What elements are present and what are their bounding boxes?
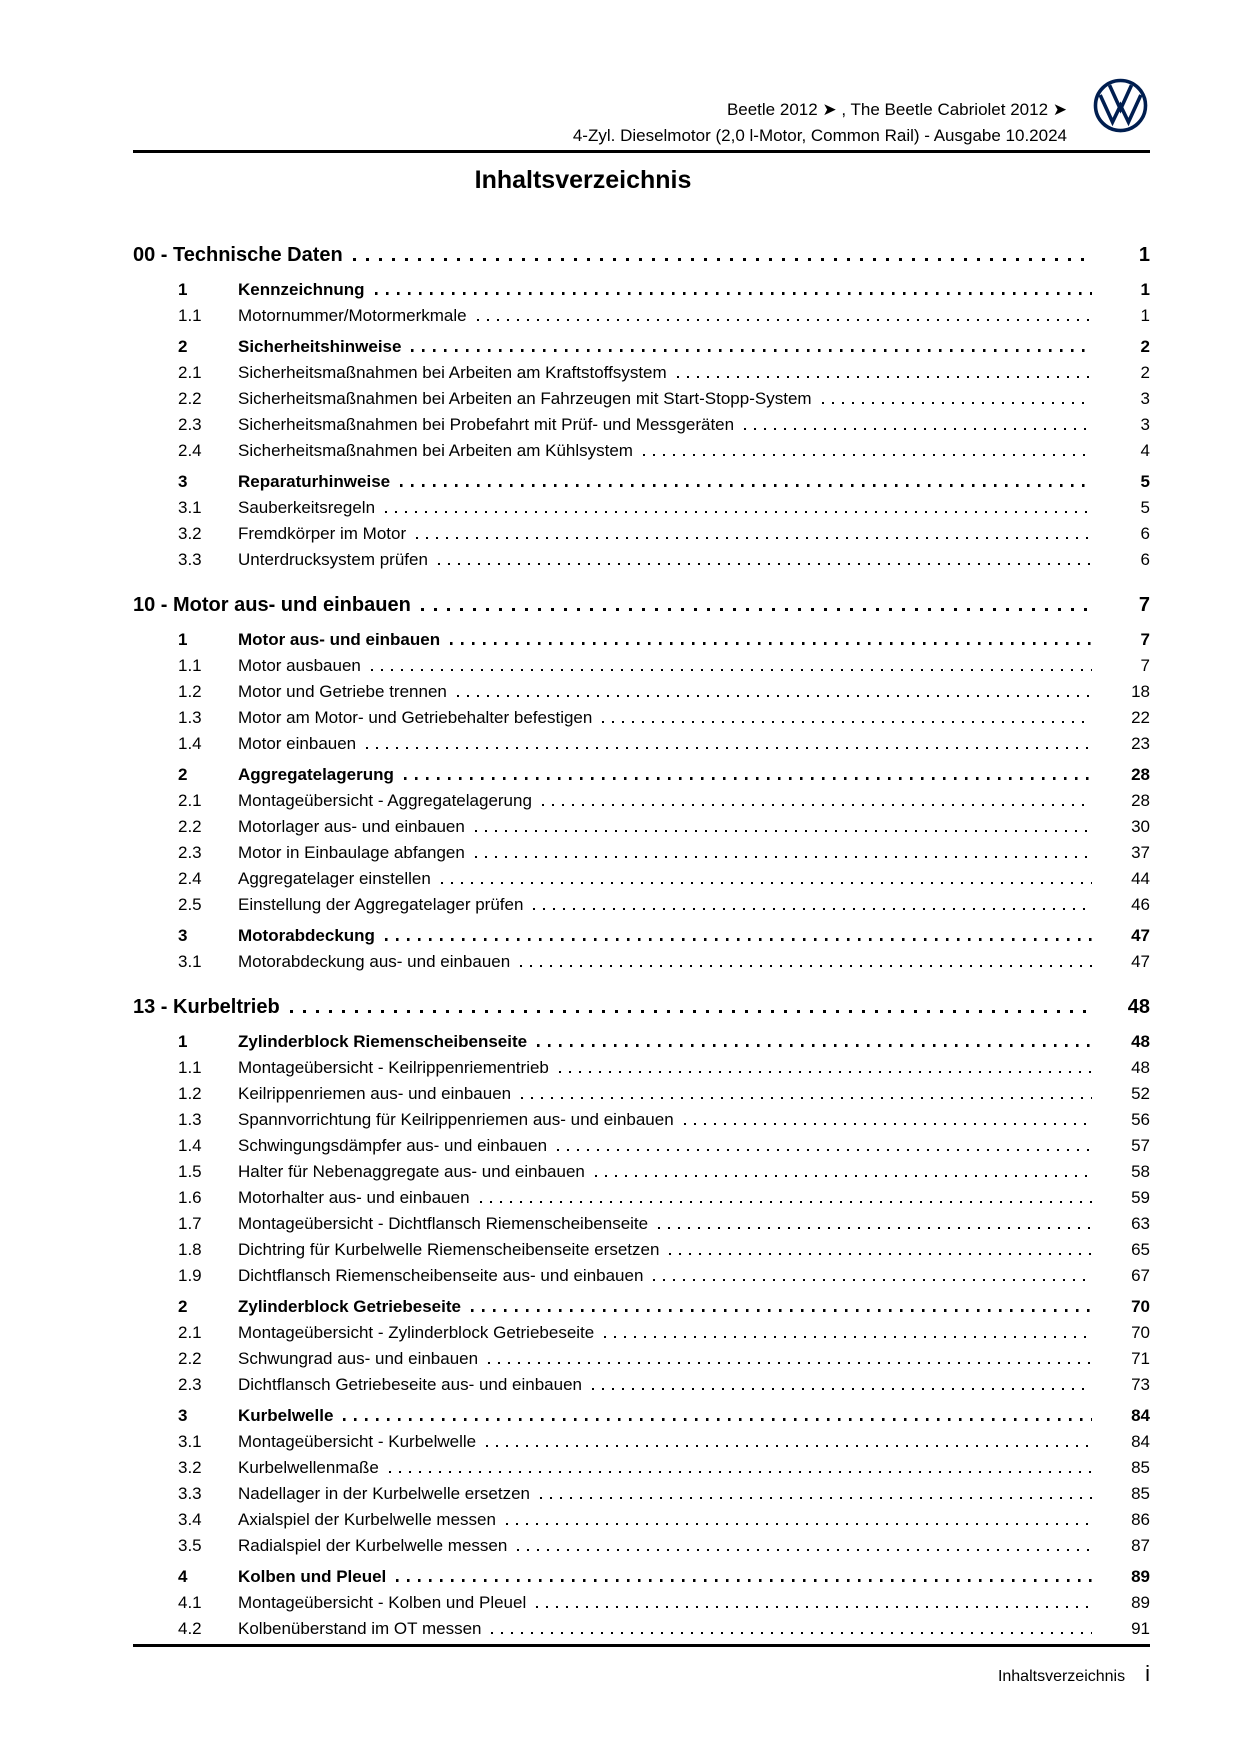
toc-entry-title: Reparaturhinweise [238,472,391,491]
dot-leader [506,1523,1092,1525]
toc-entry-title: Motor am Motor- und Getriebehalter befestigen [238,708,593,727]
toc-section-page-number: 7 [1138,594,1150,616]
toc-entry-number: 1 [178,630,188,649]
toc-entry-page-number: 37 [1131,843,1150,862]
toc-entry-page-number: 6 [1140,524,1150,543]
toc-section-page-number: 1 [1138,244,1150,266]
toc-entry-title: Sicherheitsmaßnahmen bei Arbeiten am Kraftstoffsystem [238,363,667,382]
dot-leader [471,1309,1092,1312]
toc-entry-page-number: 46 [1131,895,1150,914]
toc-entry-title: Sauberkeitsregeln [238,498,376,517]
toc-entry[interactable] [178,360,1150,386]
toc-entry-title: Motorabdeckung aus- und einbauen [238,952,511,971]
toc-entry-number: 3.1 [178,498,202,517]
toc-entry-title: Motor einbauen [238,734,357,753]
toc-entry-title: Spannvorrichtung für Keilrippenriemen aus- und einbauen [238,1110,674,1129]
toc-entry-title: Kolbenüberstand im OT messen [238,1619,482,1638]
header-line-models: Beetle 2012 ➤ , The Beetle Cabriolet 2012 ➤ [726,100,1067,119]
toc-entry-page-number: 28 [1131,791,1150,810]
toc-entry[interactable] [178,892,1150,918]
dot-leader [602,721,1092,723]
toc-entry-page-number: 4 [1140,441,1150,460]
toc-section-entries [133,277,1150,573]
toc-entry-number: 3.1 [178,1432,202,1451]
toc-entry-number: 1.4 [178,734,202,753]
toc-entry-number: 4.1 [178,1593,202,1612]
toc-entry-number: 3.4 [178,1510,202,1529]
toc-entry-title: Motorlager aus- und einbauen [238,817,465,836]
toc-entry[interactable] [178,303,1150,329]
dot-leader [480,1201,1092,1203]
dot-leader [477,319,1092,321]
toc-section-heading[interactable] [133,993,1150,1021]
toc-entry-page-number: 86 [1131,1510,1150,1529]
toc-section [133,241,1150,573]
toc-entry[interactable] [178,277,1150,303]
dot-leader [457,695,1092,697]
toc-entry-title: Axialspiel der Kurbelwelle messen [238,1510,496,1529]
toc-entry-title: Sicherheitsmaßnahmen bei Arbeiten am Kühlsystem [238,441,633,460]
toc-entry-page-number: 89 [1131,1593,1150,1612]
dot-leader [353,258,1092,261]
toc-section-heading[interactable] [133,591,1150,619]
toc-entry-number: 1.2 [178,682,202,701]
dot-leader [389,1471,1092,1473]
toc-entry-number: 2.1 [178,791,202,810]
toc-entry[interactable] [178,1564,1150,1590]
toc-entry[interactable] [178,1029,1150,1055]
toc-section-entries [133,627,1150,975]
toc-entry-number: 2.1 [178,1323,202,1342]
toc-entry[interactable] [178,1346,1150,1372]
toc-entry-page-number: 47 [1131,952,1150,971]
dot-leader [371,669,1092,671]
toc-entry-title: Unterdrucksystem prüfen [238,550,428,569]
toc-entry-title: Sicherheitsmaßnahmen bei Arbeiten an Fahrzeugen mit Start-Stopp-System [238,389,812,408]
dot-leader [540,1497,1092,1499]
toc-entry-title: Motornummer/Motormerkmale [238,306,467,325]
dot-leader [441,882,1092,884]
toc-entry-page-number: 65 [1131,1240,1150,1259]
dot-leader [475,830,1092,832]
dot-leader [669,1253,1092,1255]
dot-leader [375,292,1092,295]
toc-entry-title: Motorabdeckung [238,926,375,945]
toc-entry-number: 1.1 [178,656,202,675]
dot-leader [421,608,1092,611]
toc-entry[interactable] [178,521,1150,547]
toc-entry-number: 1 [178,1032,188,1051]
toc-entry-title: Montageübersicht - Dichtflansch Riemenscheibenseite [238,1214,649,1233]
toc-entry-page-number: 23 [1131,734,1150,753]
toc-entry-number: 2 [178,1297,188,1316]
toc-entry[interactable] [178,1429,1150,1455]
toc-entry[interactable] [178,1159,1150,1185]
toc-entry-title: Kolben und Pleuel [238,1567,387,1586]
dot-leader [744,428,1092,430]
toc-entry-title: Montageübersicht - Kolben und Pleuel [238,1593,527,1612]
toc-entry-number: 1.8 [178,1240,202,1259]
toc-entry-title: Sicherheitshinweise [238,337,402,356]
toc-entry-number: 1 [178,280,188,299]
toc-entry[interactable] [178,788,1150,814]
toc-entry-page-number: 87 [1131,1536,1150,1555]
toc-entry[interactable] [178,1133,1150,1159]
toc-section-heading[interactable] [133,241,1150,269]
dot-leader [557,1149,1092,1151]
toc-entry-page-number: 71 [1131,1349,1150,1368]
toc-entry-number: 3 [178,926,188,945]
toc-entry[interactable] [178,1533,1150,1559]
toc-entry-page-number: 85 [1131,1458,1150,1477]
dot-leader [517,1549,1092,1551]
dot-leader [595,1175,1092,1177]
dot-leader [536,1606,1092,1608]
toc-entry[interactable] [178,731,1150,757]
toc-entry-number: 3.3 [178,550,202,569]
toc-entry[interactable] [178,1320,1150,1346]
dot-leader [385,938,1092,941]
toc-entry-page-number: 30 [1131,817,1150,836]
toc-entry-page-number: 44 [1131,869,1150,888]
toc-entry[interactable] [178,1185,1150,1211]
dot-leader [385,511,1092,513]
toc-entry-number: 2.3 [178,1375,202,1394]
dot-leader [542,804,1092,806]
toc-entry-number: 3.2 [178,524,202,543]
toc-entry-number: 1.1 [178,306,202,325]
toc-entry-title: Aggregatelager einstellen [238,869,431,888]
toc-entry-title: Kennzeichnung [238,280,365,299]
dot-leader [533,908,1092,910]
toc-entry-number: 2 [178,765,188,784]
toc-entry-title: Fremdkörper im Motor [238,524,407,543]
toc-entry-title: Motor in Einbaulage abfangen [238,843,465,862]
toc-entry-number: 3 [178,1406,188,1425]
toc-entry[interactable] [178,495,1150,521]
toc-entry-page-number: 7 [1140,656,1150,675]
toc-entry-page-number: 59 [1131,1188,1150,1207]
toc-entry-page-number: 85 [1131,1484,1150,1503]
dot-leader [658,1227,1092,1229]
toc-entry-title: Dichtflansch Riemenscheibenseite aus- und einbauen [238,1266,644,1285]
toc-entry-page-number: 7 [1140,630,1150,649]
toc-entry[interactable] [178,1455,1150,1481]
dot-leader [520,965,1092,967]
toc-entry-number: 2.3 [178,415,202,434]
page-title: Inhaltsverzeichnis [474,166,692,194]
dot-leader [438,563,1092,565]
toc-entry-number: 3.1 [178,952,202,971]
dot-leader [404,777,1092,780]
toc-entry-number: 1.4 [178,1136,202,1155]
dot-leader [521,1097,1092,1099]
toc-entry-page-number: 73 [1131,1375,1150,1394]
toc-entry[interactable] [178,469,1150,495]
toc-section-label: 13 - Kurbeltrieb [133,996,280,1018]
toc-entry[interactable] [178,627,1150,653]
toc-entry-title: Motor ausbauen [238,656,361,675]
toc-entry[interactable] [178,1081,1150,1107]
toc-entry[interactable] [178,923,1150,949]
toc-entry-page-number: 52 [1131,1084,1150,1103]
dot-leader [475,856,1092,858]
toc-entry-number: 3.2 [178,1458,202,1477]
toc-entry-page-number: 6 [1140,550,1150,569]
toc-entry[interactable] [178,949,1150,975]
toc-entry-page-number: 18 [1131,682,1150,701]
toc-entry-title: Halter für Nebenaggregate aus- und einbauen [238,1162,585,1181]
dot-leader [366,747,1092,749]
toc-entry[interactable] [178,1403,1150,1429]
toc-entry[interactable] [178,1055,1150,1081]
toc-entry-page-number: 5 [1140,472,1150,491]
toc-section-page-number: 48 [1127,996,1150,1018]
toc-entry[interactable] [178,1237,1150,1263]
toc-entry-number: 2 [178,337,188,356]
toc-entry-title: Kurbelwelle [238,1406,334,1425]
toc-entry-title: Montageübersicht - Zylinderblock Getriebeseite [238,1323,595,1342]
toc-entry-page-number: 58 [1131,1162,1150,1181]
toc-entry-page-number: 89 [1131,1567,1150,1586]
toc-entry-number: 4.2 [178,1619,202,1638]
dot-leader [677,376,1092,378]
dot-leader [822,402,1092,404]
toc-entry-page-number: 84 [1131,1432,1150,1451]
dot-leader [559,1071,1092,1073]
toc-entry[interactable] [178,334,1150,360]
toc-entry-number: 3.5 [178,1536,202,1555]
toc-entry-number: 2.3 [178,843,202,862]
toc-entry-page-number: 2 [1140,363,1150,382]
toc-entry-title: Schwingungsdämpfer aus- und einbauen [238,1136,548,1155]
toc-entry-title: Einstellung der Aggregatelager prüfen [238,895,524,914]
toc-entry[interactable] [178,840,1150,866]
dot-leader [684,1123,1092,1125]
toc-entry-number: 3 [178,472,188,491]
toc-entry-title: Montageübersicht - Keilrippenriementrieb [238,1058,549,1077]
dot-leader [411,349,1092,352]
toc-entry-page-number: 63 [1131,1214,1150,1233]
toc-entry[interactable] [178,1107,1150,1133]
dot-leader [400,484,1092,487]
toc-entry-page-number: 3 [1140,389,1150,408]
toc-entry-page-number: 28 [1131,765,1150,784]
toc-entry-number: 3.3 [178,1484,202,1503]
toc-entry-title: Keilrippenriemen aus- und einbauen [238,1084,512,1103]
table-of-contents [133,241,1150,1642]
toc-entry-page-number: 48 [1131,1032,1150,1051]
toc-entry-title: Sicherheitsmaßnahmen bei Probefahrt mit Prüf- und Messgeräten [238,415,735,434]
header-line-engine: 4-Zyl. Dieselmotor (2,0 l-Motor, Common Rail) - Ausgabe 10.2024 [572,126,1067,145]
toc-entry-title: Zylinderblock Getriebeseite [238,1297,461,1316]
toc-entry-number: 1.5 [178,1162,202,1181]
toc-entry-title: Nadellager in der Kurbelwelle ersetzen [238,1484,530,1503]
dot-leader [491,1632,1092,1634]
toc-entry-number: 1.6 [178,1188,202,1207]
dot-leader [488,1362,1092,1364]
toc-entry-page-number: 91 [1131,1619,1150,1638]
toc-entry-number: 1.3 [178,1110,202,1129]
toc-entry-page-number: 48 [1131,1058,1150,1077]
toc-section-entries [133,1029,1150,1642]
toc-section [133,993,1150,1642]
toc-entry[interactable] [178,1590,1150,1616]
dot-leader [643,454,1092,456]
footer-section-label: Inhaltsverzeichnis [997,1668,1126,1685]
toc-entry-page-number: 1 [1140,280,1150,299]
toc-entry-page-number: 47 [1131,926,1150,945]
toc-entry[interactable] [178,705,1150,731]
toc-entry-title: Aggregatelagerung [238,765,394,784]
toc-entry[interactable] [178,762,1150,788]
toc-section [133,591,1150,975]
toc-entry-page-number: 5 [1140,498,1150,517]
toc-entry-title: Motor aus- und einbauen [238,630,441,649]
toc-entry[interactable] [178,679,1150,705]
toc-entry-title: Kurbelwellenmaße [238,1458,379,1477]
toc-entry-number: 2.1 [178,363,202,382]
toc-section-label: 10 - Motor aus- und einbauen [133,594,411,616]
toc-entry-number: 2.2 [178,1349,202,1368]
toc-entry[interactable] [178,1507,1150,1533]
header-divider [133,150,1150,153]
toc-entry[interactable] [178,1294,1150,1320]
toc-entry-number: 1.1 [178,1058,202,1077]
dot-leader [343,1418,1092,1421]
toc-entry[interactable] [178,866,1150,892]
toc-entry-number: 1.9 [178,1266,202,1285]
toc-entry[interactable] [178,1263,1150,1289]
toc-entry-title: Montageübersicht - Kurbelwelle [238,1432,477,1451]
toc-entry-number: 4 [178,1567,188,1586]
toc-entry[interactable] [178,547,1150,573]
page-footer [133,1644,1150,1687]
dot-leader [653,1279,1092,1281]
toc-entry-page-number: 84 [1131,1406,1150,1425]
toc-entry[interactable] [178,412,1150,438]
toc-entry[interactable] [178,438,1150,464]
footer-page-number: i [1145,1661,1150,1686]
dot-leader [604,1336,1092,1338]
toc-entry-number: 2.2 [178,817,202,836]
toc-entry-title: Dichtflansch Getriebeseite aus- und einbauen [238,1375,582,1394]
toc-entry-number: 2.2 [178,389,202,408]
toc-entry-page-number: 2 [1140,337,1150,356]
toc-entry-page-number: 57 [1131,1136,1150,1155]
toc-entry[interactable] [178,1616,1150,1642]
toc-entry-page-number: 70 [1131,1323,1150,1342]
toc-entry[interactable] [178,386,1150,412]
toc-entry[interactable] [178,1481,1150,1507]
dot-leader [592,1388,1092,1390]
toc-entry-title: Radialspiel der Kurbelwelle messen [238,1536,508,1555]
toc-entry-page-number: 22 [1131,708,1150,727]
toc-entry-title: Dichtring für Kurbelwelle Riemenscheibenseite ersetzen [238,1240,660,1259]
toc-entry[interactable] [178,653,1150,679]
toc-entry-title: Motorhalter aus- und einbauen [238,1188,470,1207]
toc-entry-number: 2.5 [178,895,202,914]
dot-leader [537,1044,1092,1047]
toc-entry-number: 1.3 [178,708,202,727]
document-header [573,97,1067,149]
toc-entry-number: 2.4 [178,441,202,460]
toc-entry-page-number: 67 [1131,1266,1150,1285]
toc-section-label: 00 - Technische Daten [133,244,343,266]
toc-entry[interactable] [178,814,1150,840]
toc-entry-page-number: 70 [1131,1297,1150,1316]
toc-entry-page-number: 56 [1131,1110,1150,1129]
toc-entry-title: Schwungrad aus- und einbauen [238,1349,479,1368]
toc-entry-title: Motor und Getriebe trennen [238,682,447,701]
toc-entry-page-number: 1 [1140,306,1150,325]
dot-leader [486,1445,1092,1447]
toc-entry[interactable] [178,1211,1150,1237]
toc-entry-title: Montageübersicht - Aggregatelagerung [238,791,532,810]
dot-leader [416,537,1092,539]
vw-logo-icon [1093,78,1148,133]
toc-entry[interactable] [178,1372,1150,1398]
toc-entry-number: 2.4 [178,869,202,888]
dot-leader [450,642,1092,645]
toc-entry-number: 1.7 [178,1214,202,1233]
dot-leader [290,1010,1092,1013]
toc-entry-number: 1.2 [178,1084,202,1103]
toc-entry-title: Zylinderblock Riemenscheibenseite [238,1032,528,1051]
toc-entry-page-number: 3 [1140,415,1150,434]
dot-leader [396,1579,1092,1582]
